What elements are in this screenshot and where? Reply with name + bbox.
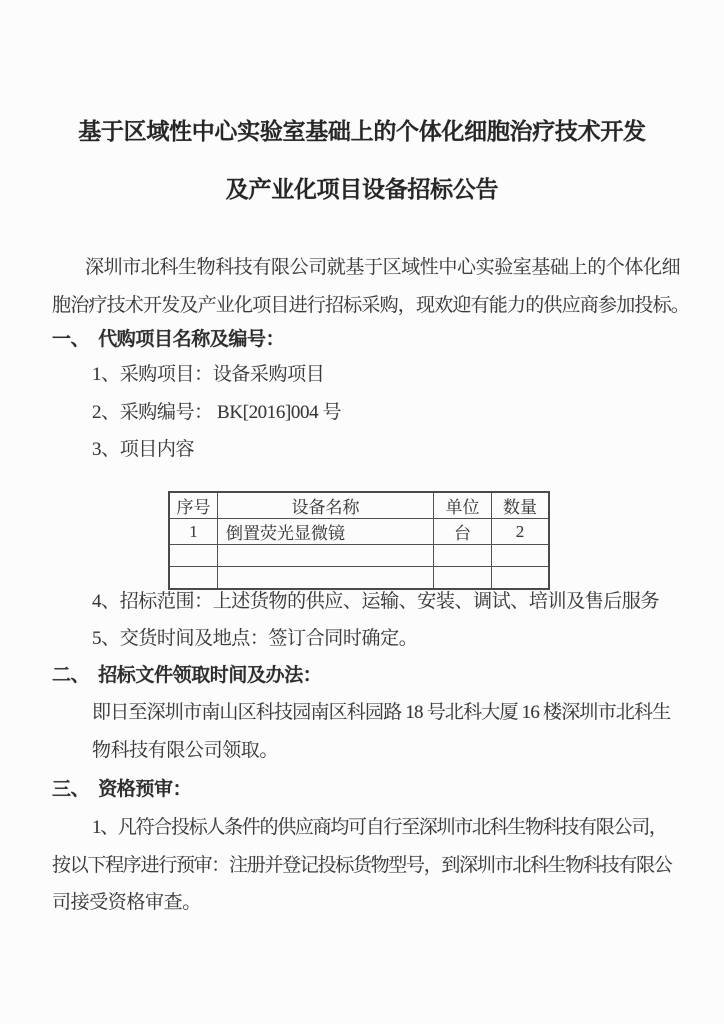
section-two-heading-text: 招标文件领取时间及办法： (98, 665, 322, 686)
intro-paragraph-line-2: 胞治疗技术开发及产业化项目进行招标采购，现欢迎有能力的供应商参加投标。 (52, 295, 690, 316)
table-row (169, 545, 549, 567)
section-one-heading-text: 代购项目名称及编号： (98, 329, 285, 350)
delivery-time-line: 5、交货时间及地点：签订合同时确定。 (92, 628, 418, 649)
section-three-number: 三、 (52, 779, 90, 800)
document-title-line-2: 及产业化项目设备招标公告 (225, 177, 499, 202)
section-three-heading (52, 776, 191, 804)
cell-quantity (492, 545, 550, 567)
document-pickup-line-1: 即日至深圳市南山区科技园南区科园路 18 号北科大厦 16 楼深圳市北科生 (92, 702, 671, 723)
cell-serial (169, 567, 218, 590)
procurement-project-line: 1、采购项目：设备采购项目 (92, 364, 325, 385)
cell-unit: 台 (434, 519, 492, 545)
section-three-heading-text: 资格预审： (98, 779, 192, 800)
prequalification-line-3: 司接受资格审查。 (52, 892, 201, 913)
section-one-number: 一、 (52, 329, 90, 350)
table-row (169, 519, 549, 545)
section-two-number: 二、 (52, 665, 90, 686)
table-row (169, 567, 549, 590)
cell-quantity: 2 (492, 519, 550, 545)
cell-serial (169, 545, 218, 567)
header-quantity: 数量 (492, 492, 550, 519)
cell-unit (434, 567, 492, 590)
cell-equipment-name (218, 567, 434, 590)
section-one-heading (52, 326, 284, 354)
bid-scope-line: 4、招标范围：上述货物的供应、运输、安装、调试、培训及售后服务 (92, 591, 660, 612)
header-equipment-name: 设备名称 (218, 492, 434, 519)
cell-equipment-name (218, 545, 434, 567)
header-unit: 单位 (434, 492, 492, 519)
header-serial-number: 序号 (169, 492, 218, 519)
cell-serial: 1 (169, 519, 218, 545)
section-two-heading (52, 662, 321, 690)
intro-paragraph-line-1: 深圳市北科生物科技有限公司就基于区域性中心实验室基础上的个体化细 (85, 257, 681, 278)
prequalification-line-1: 1、凡符合投标人条件的供应商均可自行至深圳市北科生物科技有限公司， (92, 817, 667, 838)
procurement-number-line: 2、采购编号： BK[2016]004 号 (92, 402, 342, 423)
prequalification-line-2: 按以下程序进行预审：注册并登记投标货物型号，到深圳市北科生物科技有限公 (52, 855, 672, 876)
document-pickup-line-2: 物科技有限公司领取。 (92, 740, 279, 761)
equipment-table-header-row (169, 492, 549, 519)
equipment-table (168, 491, 550, 590)
cell-unit (434, 545, 492, 567)
cell-equipment-name: 倒置荧光显微镜 (218, 519, 434, 545)
cell-quantity (492, 567, 550, 590)
document-title-line-1: 基于区域性中心实验室基础上的个体化细胞治疗技术开发 (78, 119, 646, 144)
project-content-line: 3、项目内容 (92, 439, 195, 460)
